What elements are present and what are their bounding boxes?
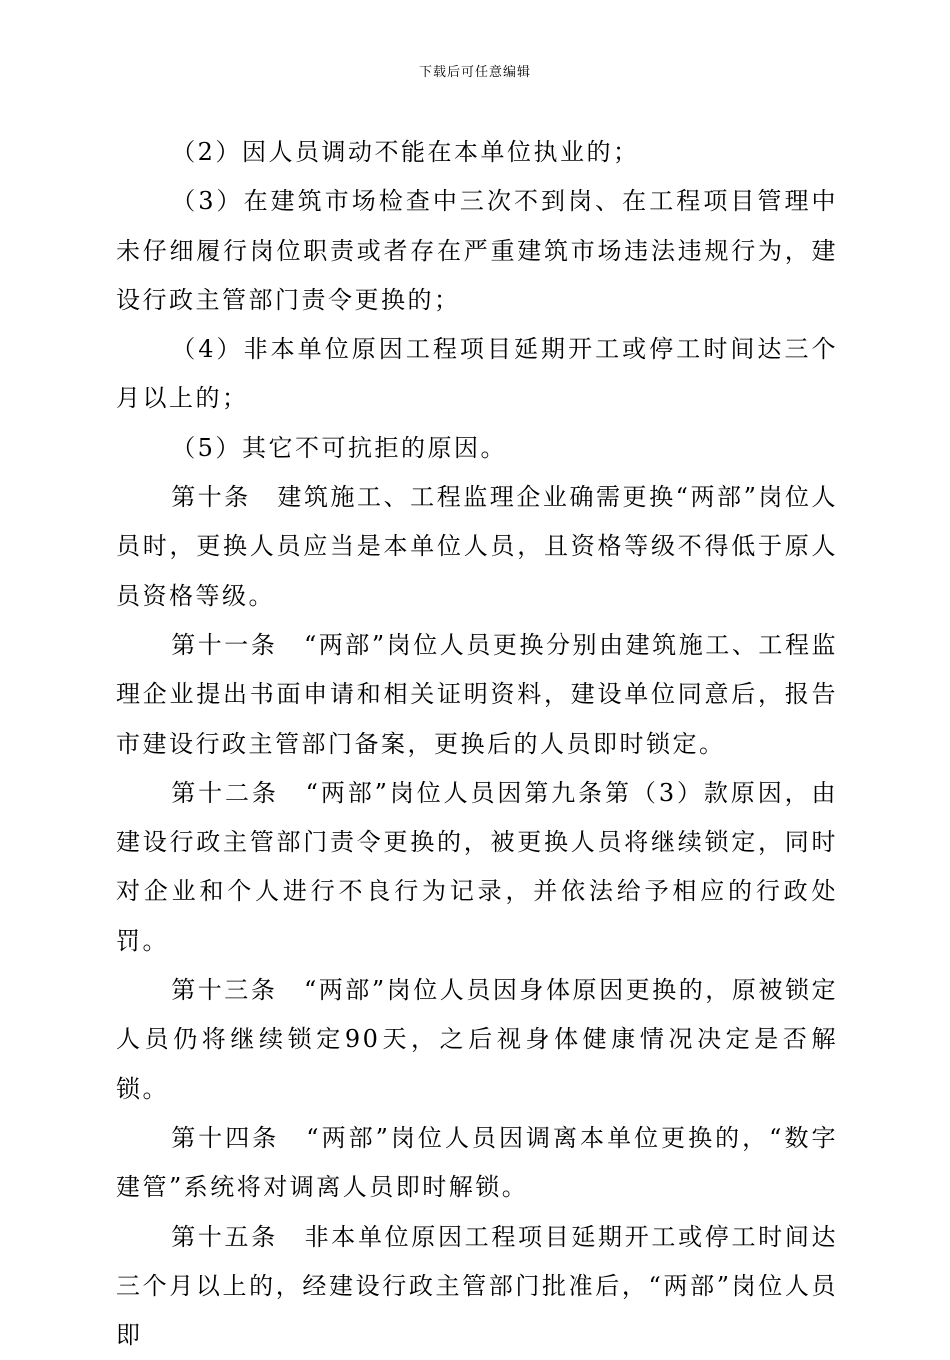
- document-body: [116, 128, 838, 1360]
- paragraph: 第十二条 “两部”岗位人员因第九条第（3）款原因，由建设行政主管部门责令更换的，被更换人员将继续锁定，同时对企业和个人进行不良行为记录，并依法给予相应的行政处罚。: [116, 778, 838, 955]
- paragraph: （5）其它不可抗拒的原因。: [171, 433, 507, 462]
- paragraph: （4）非本单位原因工程项目延期开工或停工时间达三个月以上的；: [116, 335, 838, 413]
- paragraph: （2）因人员调动不能在本单位执业的；: [171, 138, 640, 166]
- paragraph: 第十四条 “两部”岗位人员因调离本单位更换的，“数字建管”系统将对调离人员即时解锁。: [116, 1123, 838, 1202]
- paragraph: 第十一条 “两部”岗位人员更换分别由建筑施工、工程监理企业提出书面申请和相关证明资料，建设单位同意后，报告市建设行政主管部门备案，更换后的人员即时锁定。: [116, 630, 838, 758]
- page-header: 下载后可任意编辑: [418, 65, 531, 80]
- paragraph: 第十五条 非本单位原因工程项目延期开工或停工时间达三个月以上的，经建设行政主管部门批准后，“两部”岗位人员即: [116, 1222, 838, 1350]
- paragraph: 第十条 建筑施工、工程监理企业确需更换“两部”岗位人员时，更换人员应当是本单位人员，且资格等级不得低于原人员资格等级。: [116, 483, 838, 610]
- paragraph: 第十三条 “两部”岗位人员因身体原因更换的，原被锁定人员仍将继续锁定90天，之后视身体健康情况决定是否解锁。: [116, 976, 838, 1103]
- paragraph: （3）在建筑市场检查中三次不到岗、在工程项目管理中未仔细履行岗位职责或者存在严重建筑市场违法违规行为，建设行政主管部门责令更换的；: [116, 187, 838, 314]
